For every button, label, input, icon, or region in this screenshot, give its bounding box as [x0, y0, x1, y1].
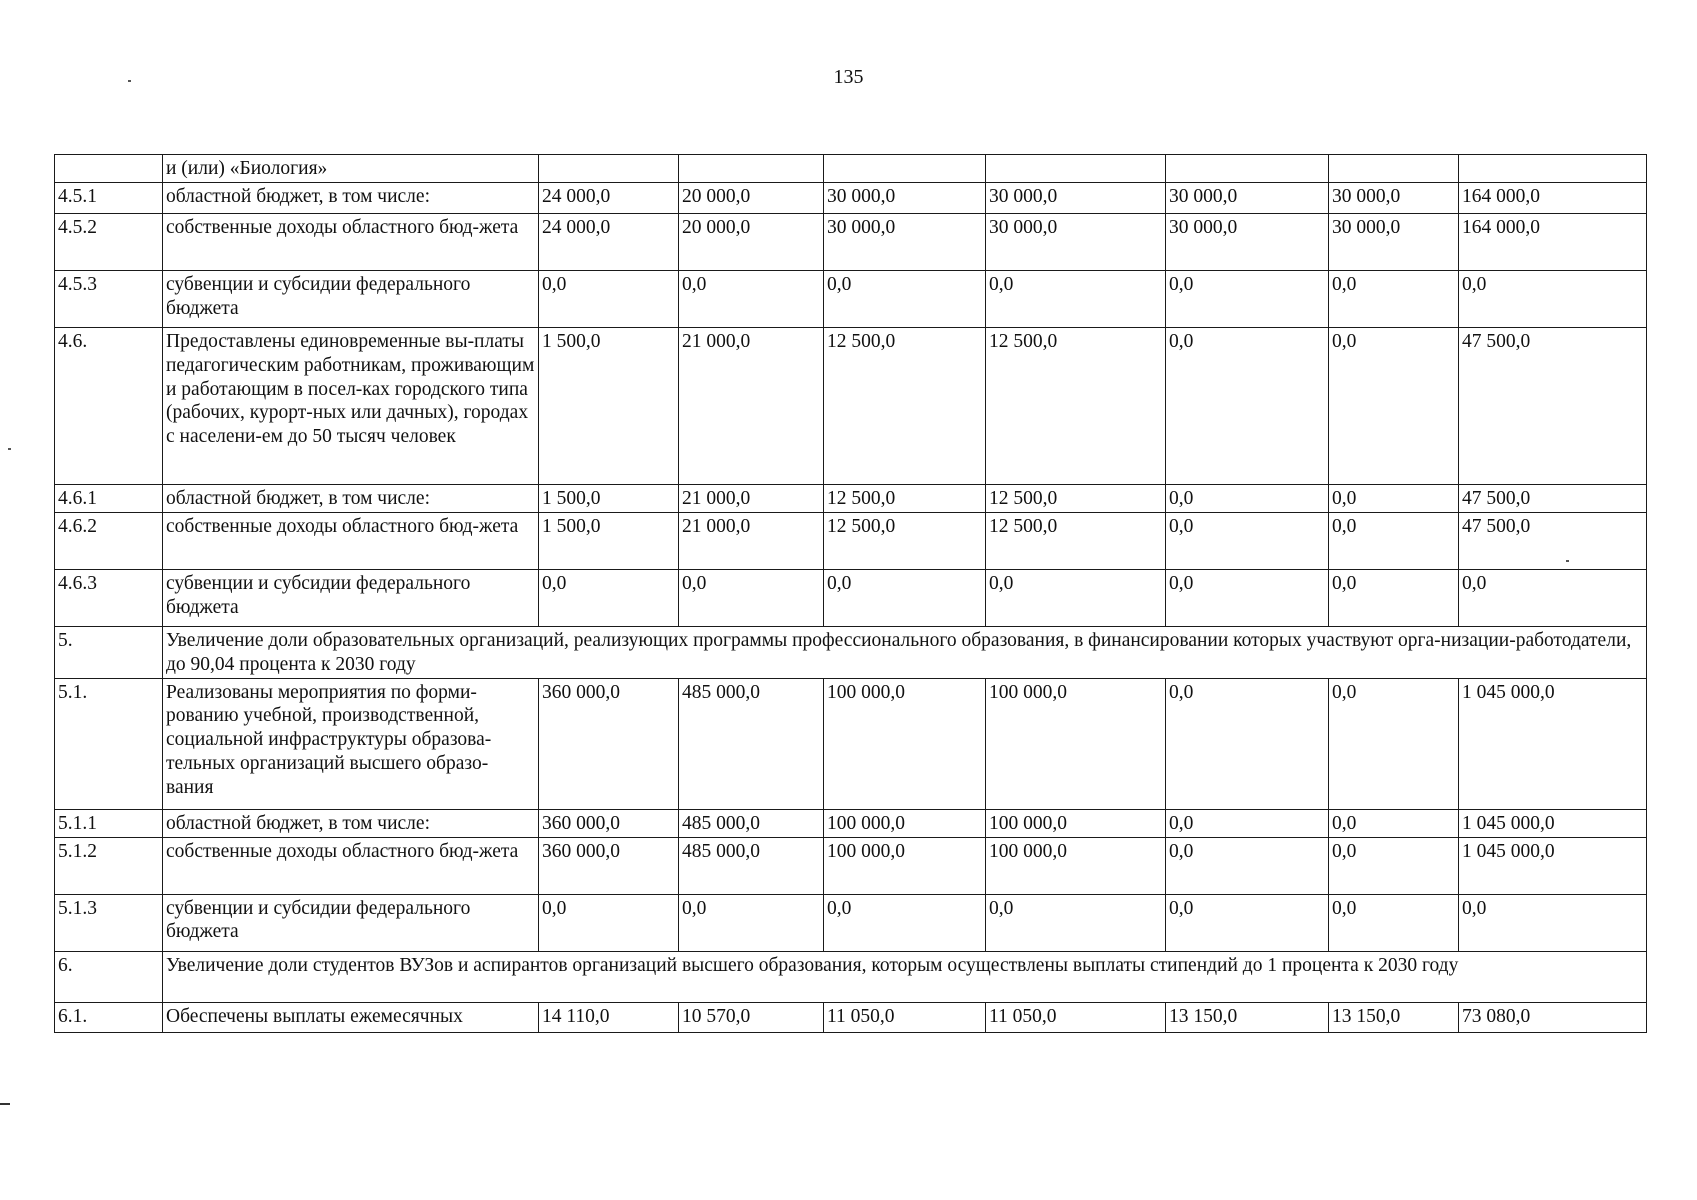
cell-value: 21 000,0 [679, 513, 824, 570]
cell-value: 0,0 [1329, 570, 1459, 627]
cell-value: 0,0 [1166, 837, 1329, 894]
cell-value: 0,0 [986, 894, 1166, 951]
cell-value: 100 000,0 [824, 837, 986, 894]
cell-value: 0,0 [824, 271, 986, 328]
scan-mark [0, 1103, 10, 1105]
page-number: 135 [833, 66, 864, 88]
cell-value: 1 500,0 [539, 485, 679, 513]
cell-value: 164 000,0 [1459, 183, 1647, 214]
cell-code: 4.6.1 [55, 485, 163, 513]
cell-value [679, 155, 824, 183]
table-row [55, 485, 1647, 513]
cell-value: 12 500,0 [986, 485, 1166, 513]
cell-name: собственные доходы областного бюд-жета [163, 837, 539, 894]
cell-code: 6.1. [55, 1002, 163, 1032]
cell-value: 0,0 [986, 570, 1166, 627]
cell-name: субвенции и субсидии федерального бюджета [163, 271, 539, 328]
table-row [55, 570, 1647, 627]
cell-code: 6. [55, 951, 163, 1002]
table-section-row [55, 951, 1647, 1002]
cell-value: 0,0 [1459, 894, 1647, 951]
cell-value [1459, 155, 1647, 183]
cell-value: 1 045 000,0 [1459, 809, 1647, 837]
cell-name: областной бюджет, в том числе: [163, 809, 539, 837]
cell-value: 0,0 [1329, 485, 1459, 513]
cell-value: 0,0 [824, 570, 986, 627]
cell-value: 30 000,0 [1166, 183, 1329, 214]
table-row [55, 678, 1647, 809]
scan-speck [1566, 560, 1569, 562]
cell-value: 0,0 [1329, 837, 1459, 894]
cell-value: 0,0 [679, 271, 824, 328]
cell-code: 5.1.3 [55, 894, 163, 951]
table-row [55, 271, 1647, 328]
cell-name: областной бюджет, в том числе: [163, 183, 539, 214]
cell-value: 30 000,0 [1329, 214, 1459, 271]
cell-value: 0,0 [1459, 570, 1647, 627]
cell-section-text: Увеличение доли образовательных организаций, реализующих программы профессионального образования, в финансировании которых участвуют орга-низации-работодатели, до 90,04 процента к 2030 году [163, 627, 1647, 679]
cell-value: 0,0 [1166, 328, 1329, 485]
cell-value: 73 080,0 [1459, 1002, 1647, 1032]
cell-value: 30 000,0 [824, 183, 986, 214]
cell-value: 20 000,0 [679, 183, 824, 214]
cell-code: 4.6.3 [55, 570, 163, 627]
table-row [55, 837, 1647, 894]
cell-value: 30 000,0 [824, 214, 986, 271]
cell-value: 100 000,0 [986, 678, 1166, 809]
cell-value: 12 500,0 [986, 513, 1166, 570]
cell-value: 47 500,0 [1459, 513, 1647, 570]
cell-name: областной бюджет, в том числе: [163, 485, 539, 513]
cell-value: 360 000,0 [539, 678, 679, 809]
cell-value: 0,0 [679, 894, 824, 951]
cell-value: 100 000,0 [824, 678, 986, 809]
cell-value: 100 000,0 [986, 837, 1166, 894]
cell-value: 12 500,0 [824, 513, 986, 570]
cell-value: 24 000,0 [539, 214, 679, 271]
cell-code: 5.1.1 [55, 809, 163, 837]
cell-value: 485 000,0 [679, 678, 824, 809]
table-row [55, 894, 1647, 951]
table-row [55, 183, 1647, 214]
table-row [55, 1002, 1647, 1032]
cell-value: 10 570,0 [679, 1002, 824, 1032]
cell-code: 4.5.3 [55, 271, 163, 328]
cell-value: 0,0 [539, 894, 679, 951]
cell-code: 4.6. [55, 328, 163, 485]
cell-value: 21 000,0 [679, 328, 824, 485]
cell-value: 0,0 [1166, 271, 1329, 328]
cell-value: 1 045 000,0 [1459, 678, 1647, 809]
cell-value: 12 500,0 [824, 485, 986, 513]
cell-value [1166, 155, 1329, 183]
cell-value: 20 000,0 [679, 214, 824, 271]
cell-value: 100 000,0 [824, 809, 986, 837]
cell-value: 100 000,0 [986, 809, 1166, 837]
cell-value: 1 500,0 [539, 328, 679, 485]
cell-value: 0,0 [1329, 513, 1459, 570]
cell-value: 30 000,0 [1329, 183, 1459, 214]
cell-value: 0,0 [1166, 513, 1329, 570]
scan-speck [8, 448, 11, 450]
cell-value: 0,0 [1329, 809, 1459, 837]
cell-code: 5.1. [55, 678, 163, 809]
cell-value: 0,0 [824, 894, 986, 951]
cell-value: 0,0 [1166, 809, 1329, 837]
table-body [55, 155, 1647, 1033]
cell-value [824, 155, 986, 183]
table-row [55, 155, 1647, 183]
cell-value: 30 000,0 [986, 214, 1166, 271]
cell-value: 485 000,0 [679, 837, 824, 894]
cell-value: 0,0 [539, 271, 679, 328]
cell-value: 360 000,0 [539, 809, 679, 837]
cell-value: 30 000,0 [1166, 214, 1329, 271]
cell-name: Предоставлены единовременные вы-платы педагогическим работникам, проживающим и работающим в посел-ках городского типа (рабочих, курорт-ных или дачных), городах с населени-ем до 50 тысяч человек [163, 328, 539, 485]
cell-code: 4.5.2 [55, 214, 163, 271]
cell-value: 12 500,0 [986, 328, 1166, 485]
cell-value: 0,0 [679, 570, 824, 627]
cell-name: субвенции и субсидии федерального бюджета [163, 570, 539, 627]
cell-value: 360 000,0 [539, 837, 679, 894]
cell-name: собственные доходы областного бюд-жета [163, 513, 539, 570]
cell-value: 0,0 [1166, 570, 1329, 627]
cell-value: 47 500,0 [1459, 328, 1647, 485]
cell-value [539, 155, 679, 183]
budget-table [54, 154, 1647, 1033]
cell-value: 1 500,0 [539, 513, 679, 570]
cell-value: 0,0 [1329, 271, 1459, 328]
cell-name: субвенции и субсидии федерального бюджета [163, 894, 539, 951]
cell-code: 5.1.2 [55, 837, 163, 894]
cell-name: и (или) «Биология» [163, 155, 539, 183]
table-row [55, 809, 1647, 837]
cell-value: 1 045 000,0 [1459, 837, 1647, 894]
cell-code: 5. [55, 627, 163, 679]
cell-value: 485 000,0 [679, 809, 824, 837]
cell-name: Обеспечены выплаты ежемесячных [163, 1002, 539, 1032]
cell-value: 30 000,0 [986, 183, 1166, 214]
cell-value: 164 000,0 [1459, 214, 1647, 271]
cell-value: 0,0 [1329, 678, 1459, 809]
cell-value: 14 110,0 [539, 1002, 679, 1032]
cell-value: 0,0 [986, 271, 1166, 328]
table-row [55, 513, 1647, 570]
cell-value: 0,0 [1329, 894, 1459, 951]
cell-section-text: Увеличение доли студентов ВУЗов и аспирантов организаций высшего образования, которым осуществлены выплаты стипендий до 1 процента к 2030 году [163, 951, 1647, 1002]
cell-value: 13 150,0 [1329, 1002, 1459, 1032]
cell-value [986, 155, 1166, 183]
cell-name: Реализованы мероприятия по форми-рованию учебной, производственной, социальной инфраструктуры образова-тельных организаций высшего образо-вания [163, 678, 539, 809]
cell-name: собственные доходы областного бюд-жета [163, 214, 539, 271]
cell-value: 0,0 [539, 570, 679, 627]
cell-value: 12 500,0 [824, 328, 986, 485]
cell-value: 21 000,0 [679, 485, 824, 513]
cell-value: 0,0 [1166, 678, 1329, 809]
cell-value: 24 000,0 [539, 183, 679, 214]
cell-value: 11 050,0 [824, 1002, 986, 1032]
cell-value: 0,0 [1459, 271, 1647, 328]
scan-speck [128, 80, 131, 82]
cell-value: 47 500,0 [1459, 485, 1647, 513]
cell-value: 0,0 [1329, 328, 1459, 485]
cell-value: 0,0 [1166, 894, 1329, 951]
table-row [55, 328, 1647, 485]
cell-value: 0,0 [1166, 485, 1329, 513]
cell-value: 11 050,0 [986, 1002, 1166, 1032]
cell-code [55, 155, 163, 183]
cell-value: 13 150,0 [1166, 1002, 1329, 1032]
table-row [55, 214, 1647, 271]
cell-code: 4.6.2 [55, 513, 163, 570]
cell-code: 4.5.1 [55, 183, 163, 214]
cell-value [1329, 155, 1459, 183]
table-section-row [55, 627, 1647, 679]
